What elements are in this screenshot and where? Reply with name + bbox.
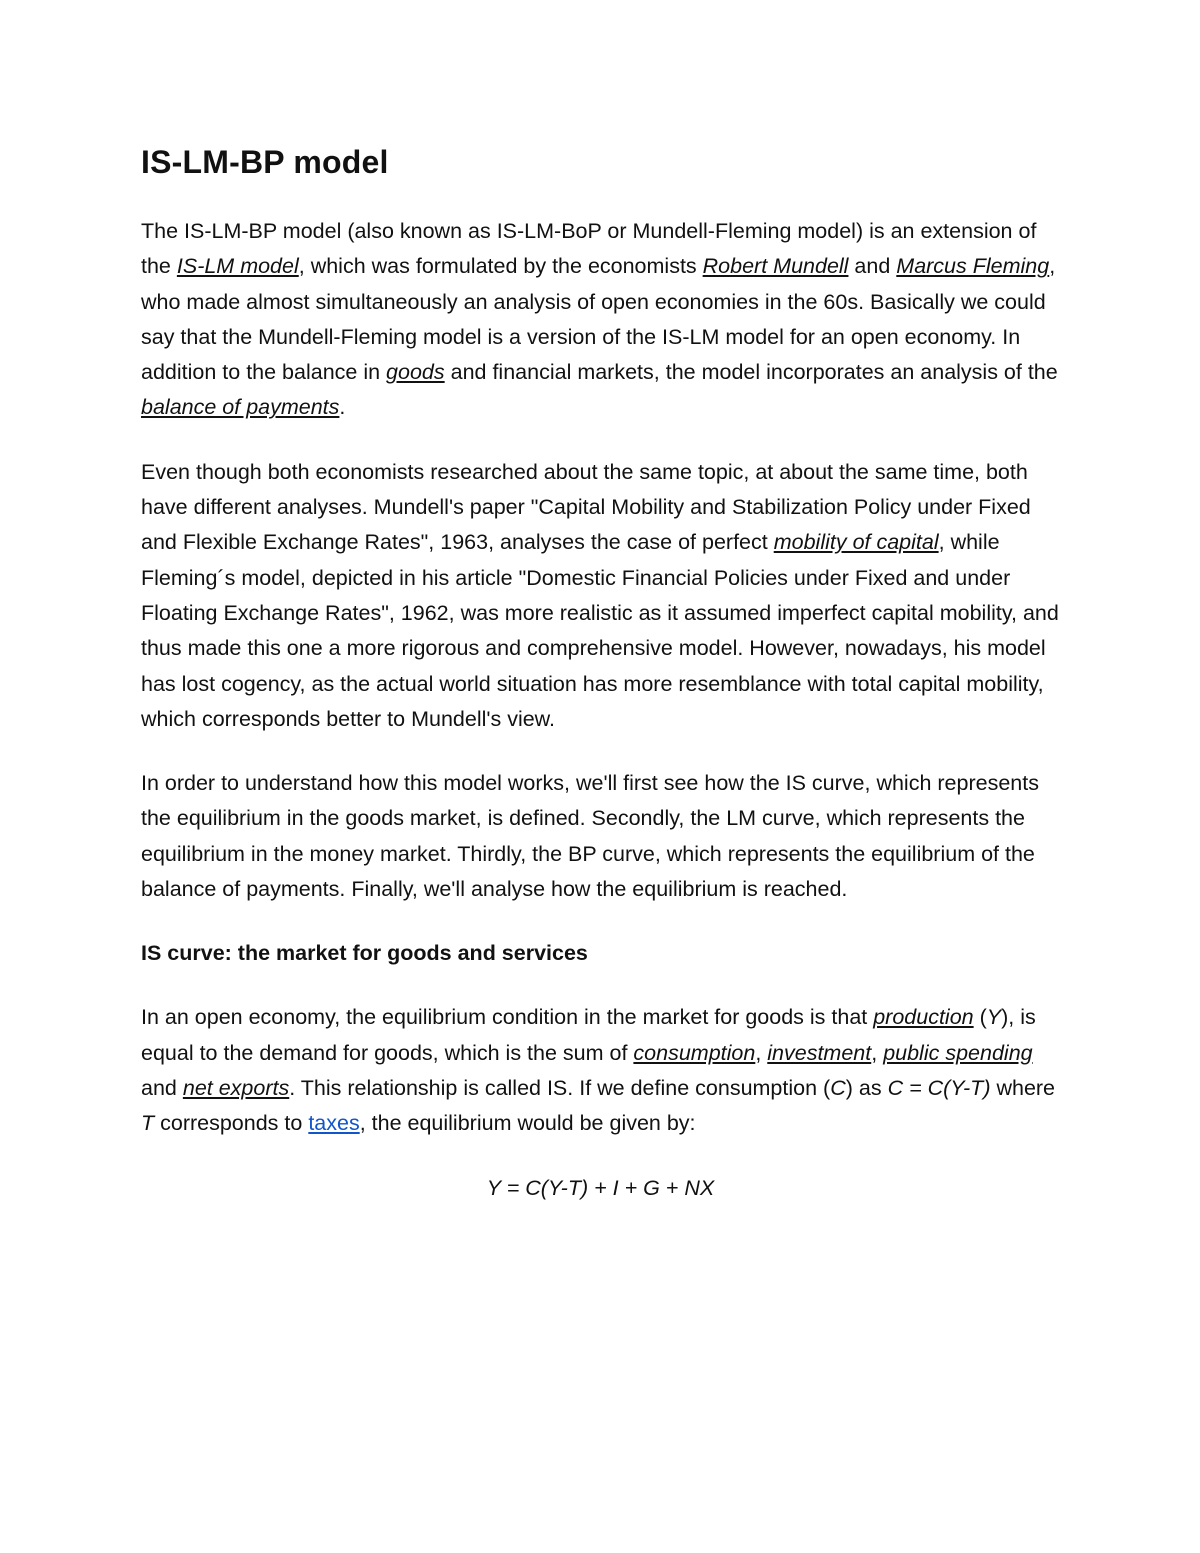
link-net-exports[interactable]: net exports (182, 1075, 290, 1100)
text: In an open economy, the equilibrium condition in the market for goods is that (141, 1005, 874, 1030)
text: , which was formulated by the economists (298, 254, 703, 279)
variable-c: C (830, 1075, 846, 1100)
text: ) as (845, 1075, 888, 1100)
link-consumption[interactable]: consumption (633, 1040, 756, 1065)
link-mobility-of-capital[interactable]: mobility of capital (773, 530, 939, 555)
link-is-lm-model[interactable]: IS-LM model (176, 254, 299, 279)
text: where (990, 1075, 1056, 1100)
text: The IS-LM-BP model (also known as IS-LM-BoP or Mundell-Fleming model) is an extension of the (141, 219, 1037, 279)
intro-paragraph (141, 214, 1060, 426)
variable-y: Y (986, 1005, 1002, 1030)
link-marcus-fleming[interactable]: Marcus Fleming (896, 254, 1050, 279)
text: and financial markets, the model incorporates an analysis of the (444, 360, 1058, 385)
text: Even though both economists researched about the same topic, at about the same time, both have different analyses. Mundell's paper "Capital Mobility and Stabilization Policy under Fixed and Flexible Exchange Rates", 1963, analyses the case of perfect (141, 459, 1031, 555)
link-public-spending[interactable]: public spending (883, 1040, 1033, 1065)
link-investment[interactable]: investment (767, 1040, 872, 1065)
variable-t: T (141, 1111, 155, 1136)
link-balance-of-payments[interactable]: balance of payments (141, 395, 340, 420)
text: corresponds to (154, 1111, 309, 1136)
link-taxes[interactable]: taxes (308, 1111, 360, 1136)
text: , while Fleming´s model, depicted in his article "Domestic Financial Policies under Fixed and under Floating Exchange Rates", 1962, was more realistic as it assumed imperfect capital mobility, and thus made this one a more rigorous and comprehensive model. However, nowadays, his model has lost cogency, as the actual world situation has more resemblance with total capital mobility, which corresponds better to Mundell's view. (141, 530, 1059, 731)
formula-consumption: C = C(Y-T) (887, 1075, 991, 1100)
text: . This relationship is called IS. If we define consumption ( (289, 1075, 831, 1100)
text: ), is equal to the demand for goods, which is the sum of (141, 1005, 1036, 1065)
history-paragraph (141, 455, 1060, 737)
link-production[interactable]: production (873, 1005, 974, 1030)
text: , the equilibrium would be given by: (359, 1111, 696, 1136)
link-goods[interactable]: goods (386, 360, 445, 385)
text: , (871, 1040, 884, 1065)
is-curve-paragraph (141, 1000, 1060, 1141)
text: ( (973, 1005, 987, 1030)
overview-paragraph: In order to understand how this model works, we'll first see how the IS curve, which represents the equilibrium in the goods market, is defined. Secondly, the LM curve, which represents the equilibrium in the money market. Thirdly, the BP curve, which represents the equilibrium of the balance of payments. Finally, we'll analyse how the equilibrium is reached. (141, 771, 1039, 902)
text: and (141, 1075, 183, 1100)
text: , who made almost simultaneously an analysis of open economies in the 60s. Basically we could say that the Mundell-Fleming model is a version of the IS-LM model for an open economy. In addition to the balance in (141, 254, 1056, 385)
text: and (848, 254, 897, 279)
text: , (755, 1040, 768, 1065)
text: . (339, 395, 346, 420)
page-title: IS-LM-BP model (141, 144, 389, 180)
link-robert-mundell[interactable]: Robert Mundell (702, 254, 849, 279)
section-heading: IS curve: the market for goods and services (141, 941, 588, 966)
is-equation: Y = C(Y-T) + I + G + NX (486, 1175, 715, 1200)
